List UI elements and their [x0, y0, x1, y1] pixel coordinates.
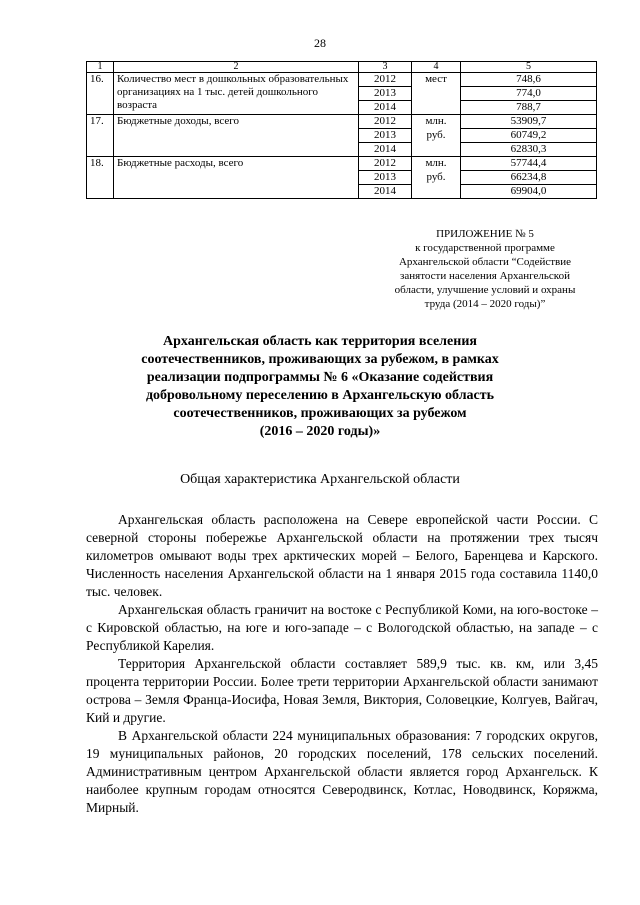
- year-cell: 2012: [359, 157, 412, 171]
- unit-cell-empty: [412, 185, 461, 199]
- paragraph: Территория Архангельской области составляет 589,9 тыс. кв. км, или 3,45 процента территории России. Более трети территории Архангельской области занимают острова – Земля Франца-Иосифа, Новая Земля, Виктория, Соловецкие, Колгуев, Вайгач, Кий и другие.: [86, 656, 598, 725]
- year-cell: 2013: [359, 129, 412, 143]
- header-cell: 2: [114, 62, 359, 73]
- year-cell: 2012: [359, 73, 412, 87]
- year-cell: 2013: [359, 87, 412, 101]
- table-row: [87, 115, 597, 129]
- value-cell: 57744,4: [461, 157, 597, 171]
- appendix-line: труда (2014 – 2020 годы)”: [424, 298, 546, 310]
- value-cell: 62830,3: [461, 143, 597, 157]
- unit-cell: мест: [412, 73, 461, 115]
- table-header-row: [87, 62, 597, 73]
- title-line: реализации подпрограммы № 6 «Оказание содействия: [146, 370, 494, 385]
- appendix-heading: [372, 227, 598, 311]
- document-title: [100, 333, 540, 441]
- year-cell: 2013: [359, 171, 412, 185]
- row-number: 17.: [87, 115, 114, 157]
- value-cell: 60749,2: [461, 129, 597, 143]
- unit-cell: млн.: [412, 115, 461, 129]
- title-line: Архангельская область как территория вселения: [163, 334, 477, 349]
- year-cell: 2014: [359, 143, 412, 157]
- header-cell: 4: [412, 62, 461, 73]
- unit-cell: млн.: [412, 157, 461, 171]
- indicator-name: Количество мест в дошкольных образовательных организациях на 1 тыс. детей дошкольного возраста: [114, 73, 359, 115]
- body-text: [86, 511, 598, 817]
- title-line: соотечественников, проживающих за рубежом, в рамках: [141, 352, 499, 367]
- appendix-line: к государственной программе: [415, 242, 555, 254]
- value-cell: 69904,0: [461, 185, 597, 199]
- table-row: [87, 157, 597, 171]
- title-line: (2016 – 2020 годы)»: [259, 424, 381, 439]
- appendix-line: занятости населения Архангельской: [400, 270, 570, 282]
- value-cell: 53909,7: [461, 115, 597, 129]
- row-number: 18.: [87, 157, 114, 199]
- paragraph: Архангельская область расположена на Севере европейской части России. С северной стороны побережье Архангельской области на протяжении трех тысяч километров омывают воды трех арктических морей – Белого, Баренцева и Карского. Численность населения Архангельской области на 1 января 2015 года составила 1140,0 тыс. человек.: [86, 512, 598, 599]
- section-subtitle: Общая характеристика Архангельской области: [180, 472, 460, 487]
- unit-cell-empty: [412, 143, 461, 157]
- title-line: соотечественников, проживающих за рубежом: [173, 406, 467, 421]
- value-cell: 66234,8: [461, 171, 597, 185]
- value-cell: 774,0: [461, 87, 597, 101]
- year-cell: 2012: [359, 115, 412, 129]
- unit-cell: руб.: [412, 129, 461, 143]
- appendix-line: Архангельской области “Содействие: [398, 256, 572, 268]
- header-cell: 5: [461, 62, 597, 73]
- indicator-name: Бюджетные доходы, всего: [114, 115, 359, 157]
- header-cell: 3: [359, 62, 412, 73]
- table-row: [87, 73, 597, 87]
- value-cell: 748,6: [461, 73, 597, 87]
- unit-cell: руб.: [412, 171, 461, 185]
- year-cell: 2014: [359, 185, 412, 199]
- title-line: добровольному переселению в Архангельскую область: [145, 388, 495, 403]
- indicator-name: Бюджетные расходы, всего: [114, 157, 359, 199]
- paragraph: В Архангельской области 224 муниципальных образования: 7 городских округов, 19 муниципальных районов, 20 городских поселений, 178 сельских поселений. Административным центром Архангельской области является город Архангельск. К наиболее крупным городам относятся Северодвинск, Котлас, Новодвинск, Коряжма, Мирный.: [86, 728, 598, 815]
- page-number: 28: [314, 36, 326, 50]
- paragraph: Архангельская область граничит на востоке с Республикой Коми, на юго-востоке – с Кировской областью, на юге и юго-западе – с Вологодской областью, на западе – с Республикой Карелия.: [86, 602, 598, 653]
- value-cell: 788,7: [461, 101, 597, 115]
- year-cell: 2014: [359, 101, 412, 115]
- appendix-line: области, улучшение условий и охраны: [394, 284, 576, 296]
- row-number: 16.: [87, 73, 114, 115]
- indicators-table: [86, 61, 597, 199]
- appendix-line: ПРИЛОЖЕНИЕ № 5: [436, 228, 534, 240]
- header-cell: 1: [87, 62, 114, 73]
